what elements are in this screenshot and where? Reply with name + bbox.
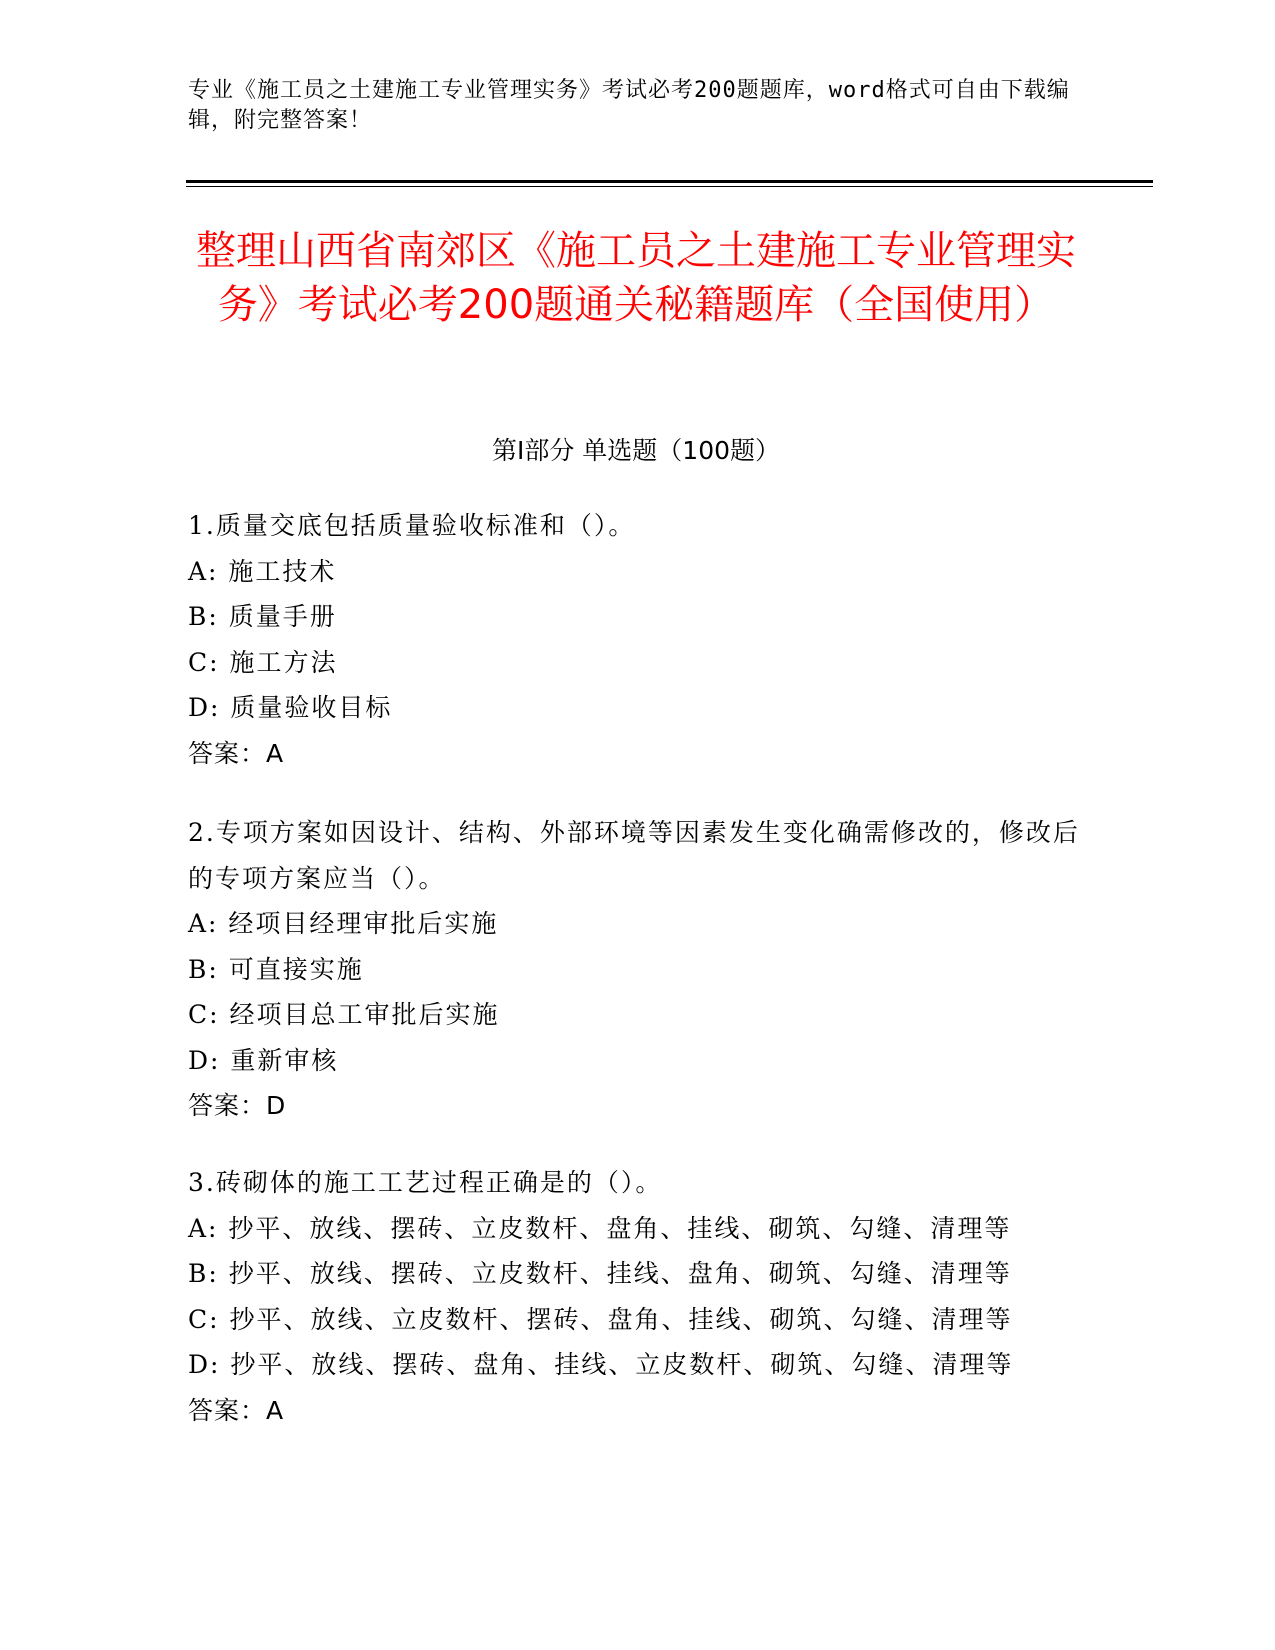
question-stem: 3.砖砌体的施工工艺过程正确是的（）。 bbox=[188, 1168, 663, 1197]
option-a: A: 施工技术 bbox=[188, 556, 337, 586]
option-c: C: 施工方法 bbox=[188, 647, 338, 677]
option-b: B: 抄平、放线、摆砖、立皮数杆、挂线、盘角、砌筑、勾缝、清理等 bbox=[188, 1259, 1012, 1288]
option-c: C: 抄平、放线、立皮数杆、摆砖、盘角、挂线、砌筑、勾缝、清理等 bbox=[188, 1304, 1013, 1334]
section-title: 第I部分 单选题（100题） bbox=[491, 436, 781, 465]
document-title: 整理山西省南郊区《施工员之土建施工专业管理实务》考试必考200题通关秘籍题库（全国使用） bbox=[196, 228, 1076, 328]
option-d: D: 抄平、放线、摆砖、盘角、挂线、立皮数杆、砌筑、勾缝、清理等 bbox=[188, 1350, 1014, 1379]
answer: 答案：D bbox=[188, 1091, 287, 1120]
option-b: B: 质量手册 bbox=[188, 602, 337, 631]
option-a: A: 抄平、放线、摆砖、立皮数杆、盘角、挂线、砌筑、勾缝、清理等 bbox=[188, 1213, 1012, 1243]
header-rule-thin bbox=[186, 186, 1153, 187]
question-stem: 2.专项方案如因设计、结构、外部环境等因素发生变化确需修改的，修改后的专项方案应当（）。 bbox=[188, 818, 1080, 893]
option-a: A: 经项目经理审批后实施 bbox=[188, 909, 499, 938]
header-note: 专业《施工员之土建施工专业管理实务》考试必考200题题库，word格式可自由下载编辑，附完整答案！ bbox=[188, 78, 1070, 133]
option-d: D: 质量验收目标 bbox=[188, 693, 393, 722]
option-d: D: 重新审核 bbox=[188, 1045, 339, 1075]
header-rule-thick bbox=[186, 180, 1153, 183]
answer: 答案：A bbox=[188, 738, 285, 768]
answer: 答案：A bbox=[188, 1395, 285, 1425]
option-b: B: 可直接实施 bbox=[188, 954, 364, 984]
question-1 bbox=[188, 503, 1088, 776]
question-3 bbox=[188, 1160, 1088, 1433]
question-stem: 1.质量交底包括质量验收标准和（）。 bbox=[188, 511, 636, 540]
option-c: C: 经项目总工审批后实施 bbox=[188, 1000, 500, 1029]
question-2 bbox=[188, 810, 1088, 1129]
